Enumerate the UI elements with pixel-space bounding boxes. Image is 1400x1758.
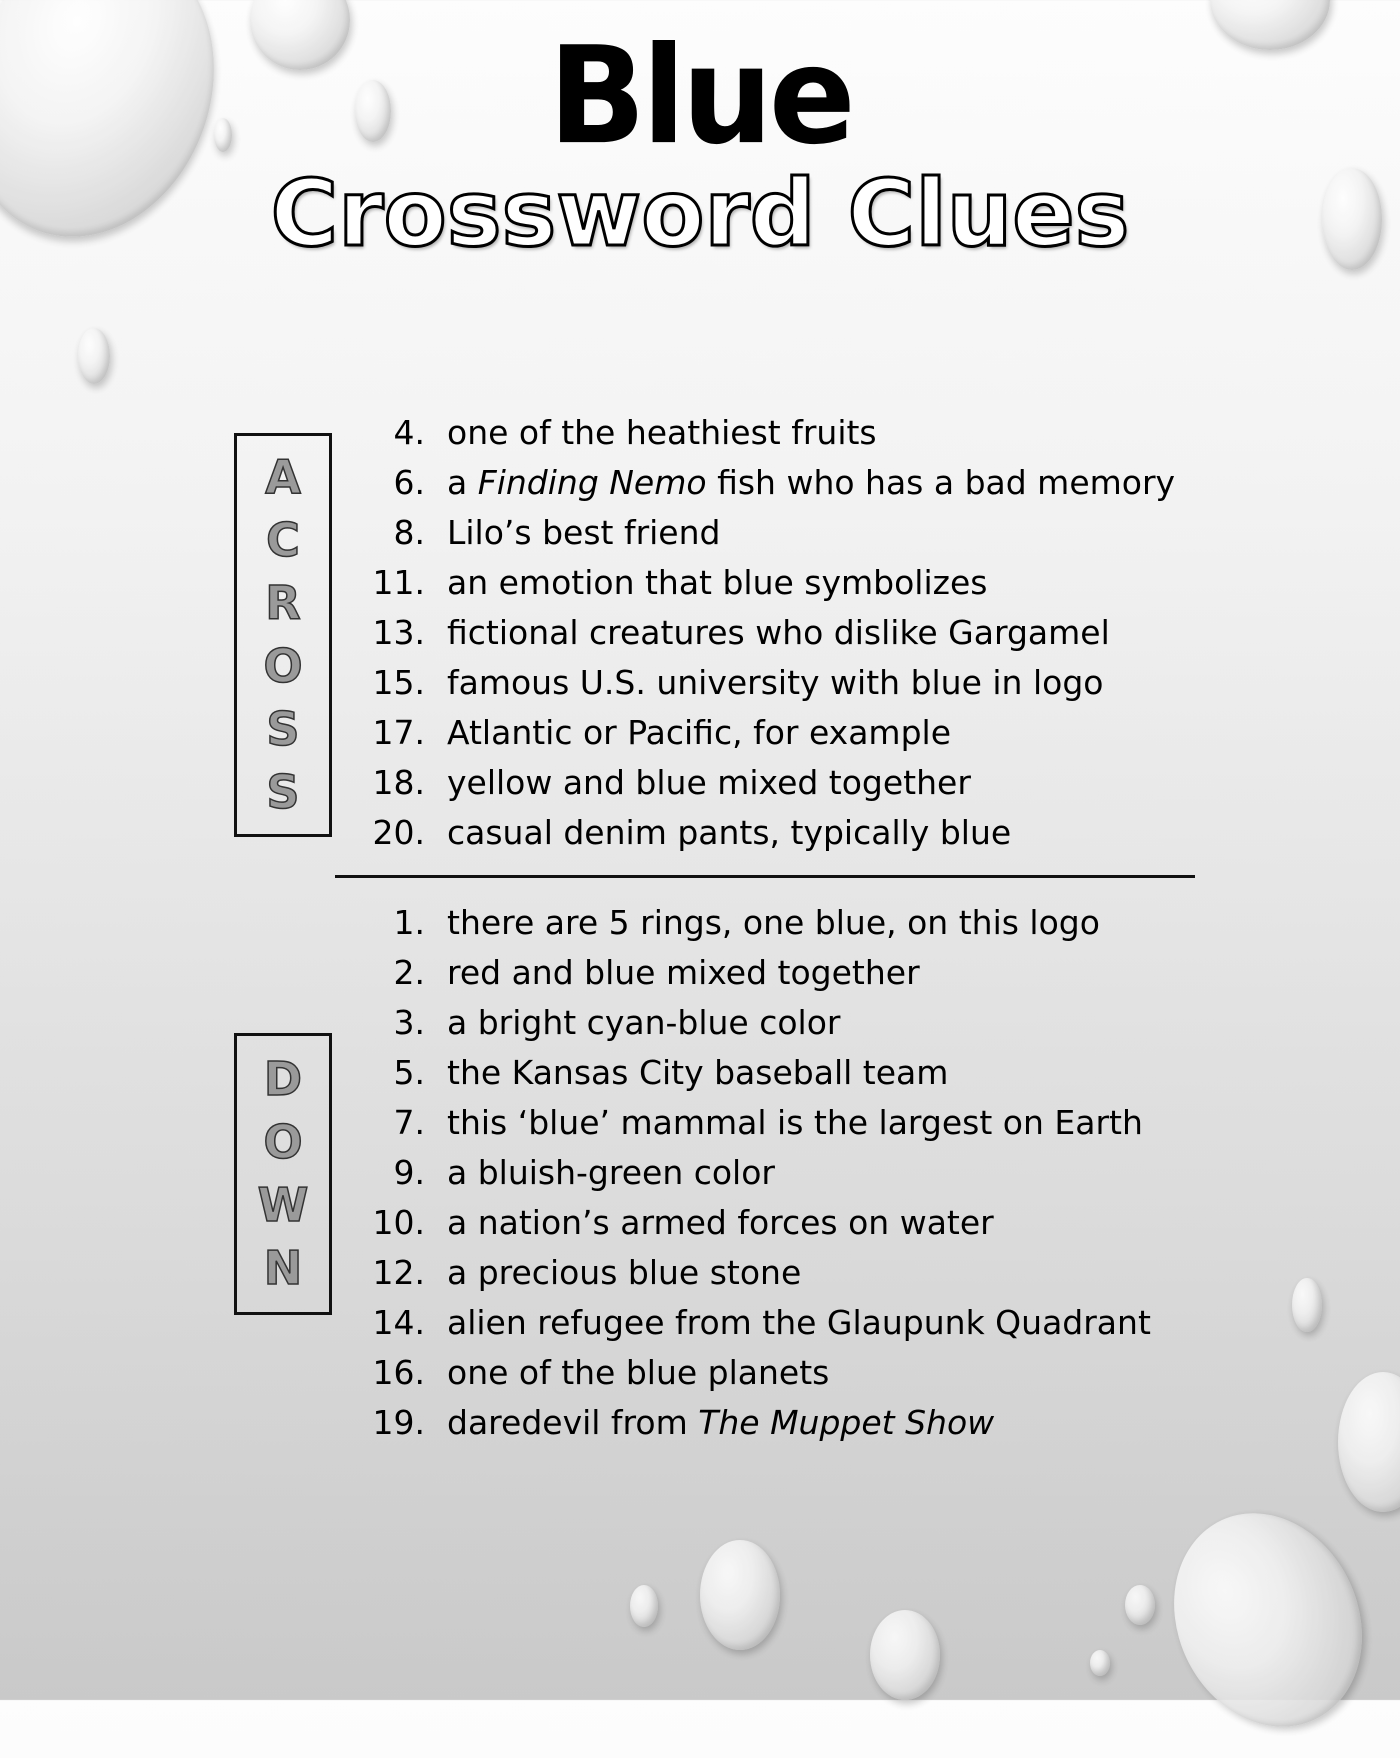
clue-number: 2.	[393, 953, 425, 992]
across-clue	[355, 758, 1175, 808]
clue-text-title: The Muppet Show	[698, 1403, 995, 1442]
clue-number: 8.	[393, 513, 425, 552]
clue-number: 7.	[393, 1103, 425, 1142]
down-clue	[355, 1198, 1151, 1248]
clue-text: yellow and blue mixed together	[447, 763, 971, 802]
down-label-box	[234, 1033, 332, 1315]
clue-number: 16.	[372, 1353, 425, 1392]
clue-number: 19.	[372, 1403, 425, 1442]
water-drop-decoration	[630, 1585, 658, 1627]
across-clue-list	[355, 408, 1175, 858]
across-clue	[355, 458, 1175, 508]
water-drop-decoration	[78, 328, 110, 384]
clue-text: the Kansas City baseball team	[447, 1053, 949, 1092]
clue-number: 11.	[372, 563, 425, 602]
clue-text-suffix: fish who has a bad memory	[706, 463, 1176, 502]
down-clue	[355, 898, 1151, 948]
across-clue	[355, 508, 1175, 558]
page-title: Blue	[548, 18, 852, 175]
down-clue	[355, 1398, 1151, 1448]
across-label-letter: R	[265, 576, 301, 630]
clue-number: 15.	[372, 663, 425, 702]
clue-text	[447, 1398, 994, 1448]
water-drop-decoration	[1090, 1650, 1110, 1676]
across-label-letter: A	[265, 450, 301, 504]
across-clue	[355, 558, 1175, 608]
water-drop-decoration	[1338, 1372, 1400, 1512]
down-clue	[355, 1148, 1151, 1198]
clue-text: there are 5 rings, one blue, on this logo	[447, 903, 1100, 942]
water-drop-decoration	[1125, 1585, 1155, 1625]
clue-text-prefix: daredevil from	[447, 1403, 699, 1442]
clue-text: Atlantic or Pacific, for example	[447, 713, 951, 752]
clue-number: 14.	[372, 1303, 425, 1342]
down-clue	[355, 998, 1151, 1048]
across-clue	[355, 408, 1175, 458]
clue-number: 5.	[393, 1053, 425, 1092]
clue-number: 9.	[393, 1153, 425, 1192]
clue-text: a precious blue stone	[447, 1253, 802, 1292]
clue-number: 4.	[393, 413, 425, 452]
clue-text: a nation’s armed forces on water	[447, 1203, 994, 1242]
across-clue	[355, 608, 1175, 658]
water-drop-decoration	[1140, 1482, 1396, 1757]
clue-text: one of the heathiest fruits	[447, 413, 877, 452]
down-clue	[355, 948, 1151, 998]
clue-text: famous U.S. university with blue in logo	[447, 663, 1104, 702]
clue-number: 18.	[372, 763, 425, 802]
clue-number: 6.	[393, 463, 425, 502]
across-label-letter: S	[266, 765, 300, 819]
across-clue	[355, 808, 1175, 858]
clue-text: a bright cyan-blue color	[447, 1003, 841, 1042]
clue-text: Lilo’s best friend	[447, 513, 721, 552]
down-clue	[355, 1048, 1151, 1098]
across-label-letter: S	[266, 702, 300, 756]
clue-number: 13.	[372, 613, 425, 652]
water-drop-decoration	[1292, 1278, 1322, 1332]
clue-text: casual denim pants, typically blue	[447, 813, 1012, 852]
down-label-letter: O	[263, 1115, 303, 1169]
across-label-letter: O	[263, 639, 303, 693]
clue-text: alien refugee from the Glaupunk Quadrant	[447, 1303, 1151, 1342]
clue-text: one of the blue planets	[447, 1353, 830, 1392]
clue-text-prefix: a	[447, 463, 478, 502]
clue-number: 12.	[372, 1253, 425, 1292]
clue-text: a bluish-green color	[447, 1153, 775, 1192]
across-label-letter: C	[266, 513, 300, 567]
down-clue	[355, 1248, 1151, 1298]
clue-text: this ‘blue’ mammal is the largest on Earth	[447, 1103, 1143, 1142]
clue-number: 17.	[372, 713, 425, 752]
clue-text: fictional creatures who dislike Gargamel	[447, 613, 1110, 652]
water-drop-decoration	[700, 1540, 780, 1650]
across-label-box	[234, 433, 332, 837]
water-drop-decoration	[870, 1610, 940, 1700]
across-clue	[355, 708, 1175, 758]
clue-text: red and blue mixed together	[447, 953, 920, 992]
clue-number: 3.	[393, 1003, 425, 1042]
clue-number: 1.	[393, 903, 425, 942]
down-clue	[355, 1098, 1151, 1148]
clue-text: an emotion that blue symbolizes	[447, 563, 988, 602]
down-clue-list	[355, 898, 1151, 1448]
page-subtitle: Crossword Clues	[270, 160, 1130, 267]
clue-number: 20.	[372, 813, 425, 852]
clue-text	[447, 458, 1175, 508]
down-label-letter: N	[263, 1241, 303, 1295]
section-divider	[335, 875, 1195, 878]
down-clue	[355, 1348, 1151, 1398]
clue-text-title: Finding Nemo	[477, 463, 707, 502]
down-label-letter: W	[257, 1178, 309, 1232]
clue-number: 10.	[372, 1203, 425, 1242]
down-clue	[355, 1298, 1151, 1348]
down-label-letter: D	[263, 1052, 303, 1106]
across-clue	[355, 658, 1175, 708]
